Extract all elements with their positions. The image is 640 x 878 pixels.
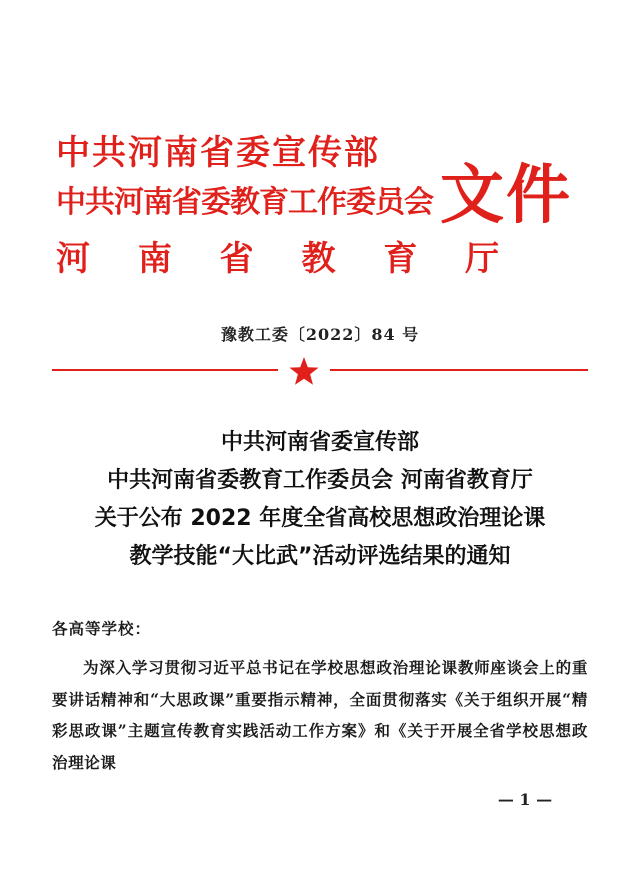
star-icon [288, 356, 320, 386]
document-body [52, 614, 588, 778]
issuer-education-department: 河 南 省 教 育 厅 [56, 239, 518, 279]
title-line: 中共河南省委教育工作委员会 河南省教育厅 [107, 468, 533, 493]
issuer-education-work-committee: 中共河南省委教育工作委员会 [56, 185, 433, 220]
body-paragraph: 为深入学习贯彻习近平总书记在学校思想政治理论课教师座谈会上的重要讲话精神和“大思政课”重要指示精神，全面贯彻落实《关于组织开展“精彩思政课”主题宣传教育实践活动工作方案》和《关于开展全省学校思想政治理论课 [52, 658, 588, 772]
divider-rule-left [52, 369, 278, 371]
issuer-propaganda-department: 中共河南省委宣传部 [56, 133, 380, 173]
title-line: 关于公布 2022 年度全省高校思想政治理论课 [94, 506, 546, 531]
document-number: 豫教工委〔2022〕84 号 [220, 325, 420, 344]
divider-rule-right [330, 369, 588, 371]
document-title [0, 424, 640, 576]
salutation: 各高等学校： [52, 619, 152, 638]
title-line: 教学技能“大比武”活动评选结果的通知 [129, 544, 511, 569]
page-number: — 1 — [497, 790, 553, 809]
red-divider [52, 356, 588, 386]
document-type-label: 文件 [440, 158, 572, 233]
title-line: 中共河南省委宣传部 [220, 430, 419, 455]
